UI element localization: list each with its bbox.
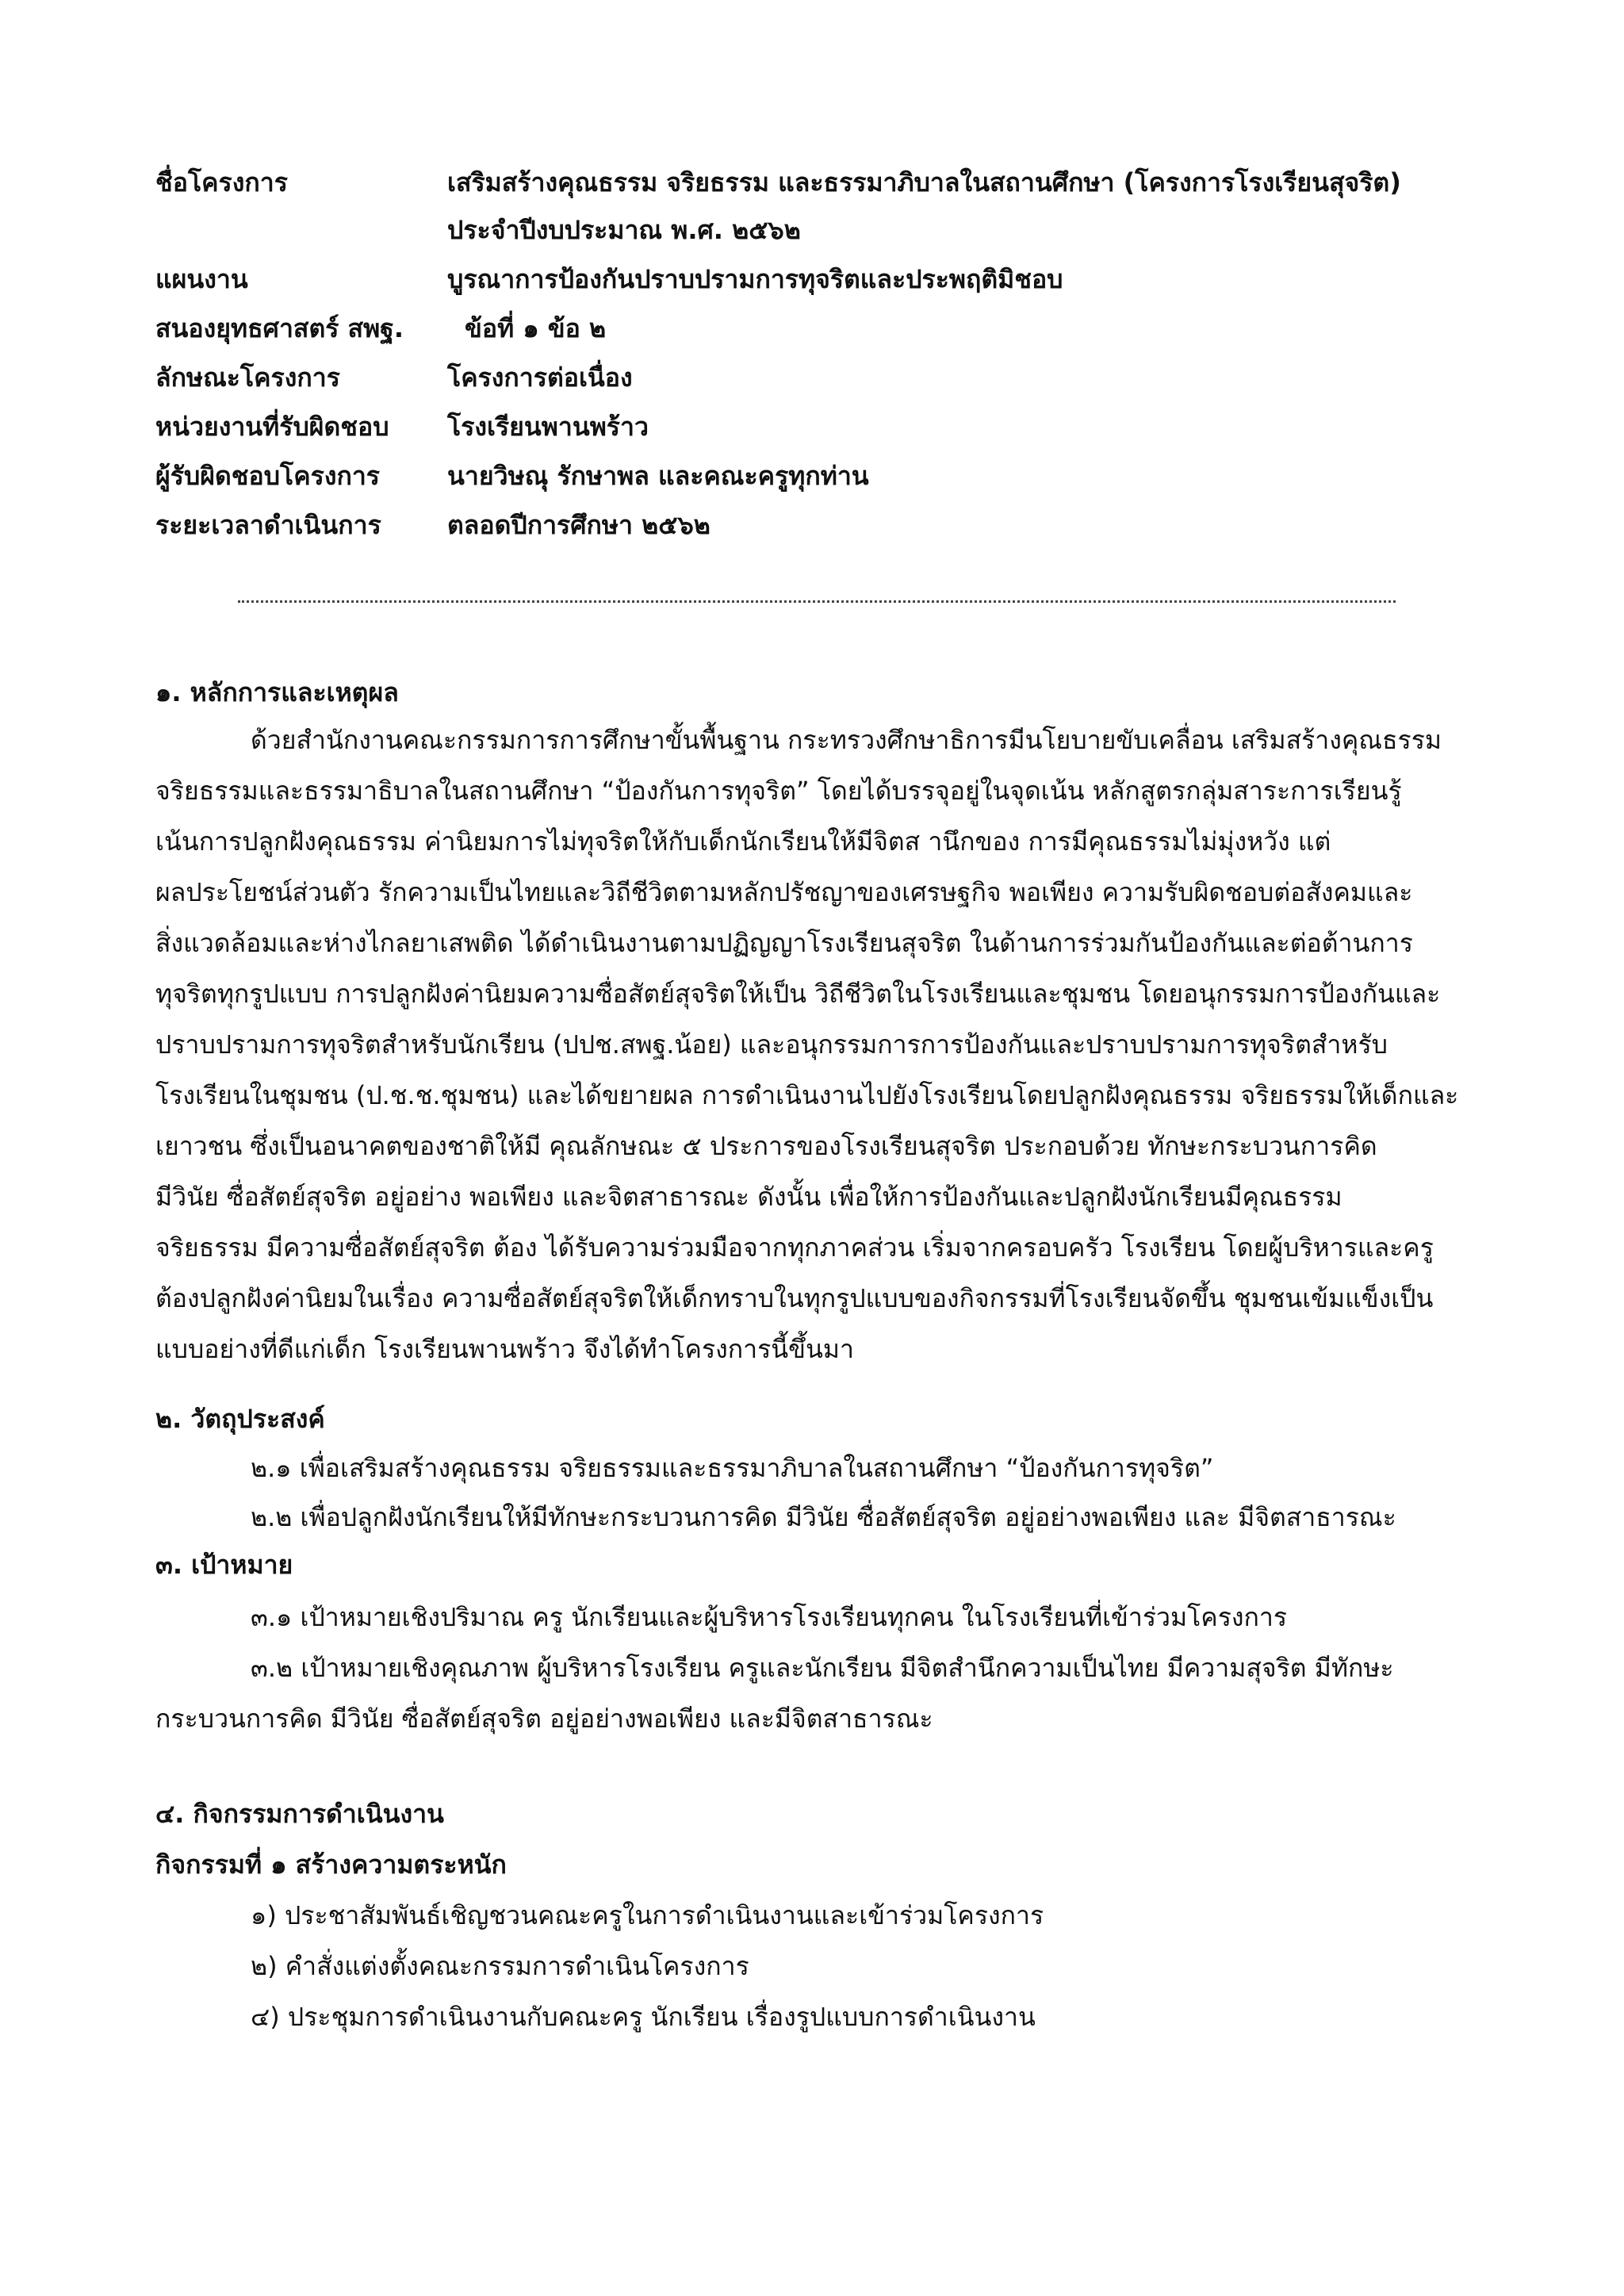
section-1-line: ต้องปลูกฝังค่านิยมในเรื่อง ความซื่อสัตย์สุจริตให้เด็กทราบในทุกรูปแบบของกิจกรรมที่โรงเรียนจัดขึ้น ชุมชนเข้มแข็งเป็น — [155, 1283, 1434, 1313]
target-item-1: ๓.๑ เป้าหมายเชิงปริมาณ ครู นักเรียนและผู้บริหารโรงเรียนทุกคน ในโรงเรียนที่เข้าร่วมโครงการ — [251, 1602, 1288, 1632]
project-header — [155, 159, 1503, 539]
section-1-line: แบบอย่างที่ดีแก่เด็ก โรงเรียนพานพร้าว จึงได้ทำโครงการนี้ขึ้นมา — [155, 1334, 854, 1364]
activity-step: ๒) คำสั่งแต่งตั้งคณะกรรมการดำเนินโครงการ — [251, 1951, 749, 1981]
responsible-unit-value: โรงเรียนพานพร้าว — [447, 412, 649, 442]
project-type-value: โครงการต่อเนื่อง — [447, 362, 633, 393]
activity-step: ๑) ประชาสัมพันธ์เชิญชวนคณะครูในการดำเนินงานและเข้าร่วมโครงการ — [251, 1900, 1044, 1930]
section-1-line: ทุจริตทุกรูปแบบ การปลูกฝังค่านิยมความซื่อสัตย์สุจริตให้เป็น วิถีชีวิตในโรงเรียนและชุมชน โดยอนุกรรมการป้องกันและ — [155, 979, 1441, 1009]
period-value: ตลอดปีการศึกษา ๒๕๖๒ — [447, 510, 710, 540]
responsible-unit-label: หน่วยงานที่รับผิดชอบ — [155, 412, 389, 442]
objective-item-1: ๒.๑ เพื่อเสริมสร้างคุณธรรม จริยธรรมและธรรมาภิบาลในสถานศึกษา “ป้องกันการทุจริต” — [251, 1453, 1214, 1483]
section-1-title: ๑. หลักการและเหตุผล — [155, 677, 399, 707]
objective-item-2: ๒.๒ เพื่อปลูกฝังนักเรียนให้มีทักษะกระบวนการคิด มีวินัย ซื่อสัตย์สุจริต อยู่อย่างพอเพียง และ มีจิตสาธารณะ — [251, 1502, 1396, 1532]
section-1-line: จริยธรรมและธรรมาธิบาลในสถานศึกษา “ป้องกันการทุจริต” โดยได้บรรจุอยู่ในจุดเน้น หลักสูตรกลุ่มสาระการเรียนรู้ — [155, 776, 1402, 806]
project-name-value: เสริมสร้างคุณธรรม จริยธรรม และธรรมาภิบาลในสถานศึกษา (โครงการโรงเรียนสุจริต) — [447, 167, 1401, 197]
project-type-label: ลักษณะโครงการ — [155, 362, 340, 393]
dotted-divider — [238, 600, 1396, 603]
section-1-line: มีวินัย ซื่อสัตย์สุจริต อยู่อย่าง พอเพียง และจิตสาธารณะ ดังนั้น เพื่อให้การป้องกันและปลูกฝังนักเรียนมีคุณธรรม — [155, 1182, 1342, 1212]
strategy-value: ข้อที่ ๑ ข้อ ๒ — [465, 313, 607, 343]
section-1-line: ผลประโยชน์ส่วนตัว รักความเป็นไทยและวิถีชีวิตตามหลักปรัชญาของเศรษฐกิจ พอเพียง ความรับผิดชอบต่อสังคมและ — [155, 877, 1413, 907]
period-label: ระยะเวลาดำเนินการ — [155, 510, 381, 540]
section-1-line: ด้วยสำนักงานคณะกรรมการการศึกษาขั้นพื้นฐาน กระทรวงศึกษาธิการมีนโยบายขับเคลื่อน เสริมสร้างคุณธรรม — [251, 725, 1442, 755]
section-3-title: ๓. เป้าหมาย — [155, 1550, 293, 1580]
activity-1-title: กิจกรรมที่ ๑ สร้างความตระหนัก — [155, 1849, 507, 1880]
plan-label: แผนงาน — [155, 264, 248, 294]
section-1-line: สิ่งแวดล้อมและห่างไกลยาเสพติด ได้ดำเนินงานตามปฏิญญาโรงเรียนสุจริต ในด้านการร่วมกันป้องกันและต่อต้านการ — [155, 928, 1413, 958]
section-2-title: ๒. วัตถุประสงค์ — [155, 1404, 325, 1434]
project-owner-label: ผู้รับผิดชอบโครงการ — [155, 461, 380, 491]
section-1-line: เยาวชน ซึ่งเป็นอนาคตของชาติให้มี คุณลักษณะ ๕ ประการของโรงเรียนสุจริต ประกอบด้วย ทักษะกระบวนการคิด — [155, 1131, 1377, 1161]
section-1-line: ปราบปรามการทุจริตสำหรับนักเรียน (ปปช.สพฐ.น้อย) และอนุกรรมการการป้องกันและปราบปรามการทุจริตสำหรับ — [155, 1029, 1388, 1060]
project-owner-value: นายวิษณุ รักษาพล และคณะครูทุกท่าน — [447, 461, 869, 491]
target-item-2-cont: กระบวนการคิด มีวินัย ซื่อสัตย์สุจริต อยู่อย่างพอเพียง และมีจิตสาธารณะ — [155, 1704, 933, 1734]
target-item-2: ๓.๒ เป้าหมายเชิงคุณภาพ ผู้บริหารโรงเรียน ครูและนักเรียน มีจิตสำนึกความเป็นไทย มีความสุจริต มีทักษะ — [251, 1653, 1394, 1683]
section-4-title: ๔. กิจกรรมการดำเนินงาน — [155, 1799, 444, 1829]
plan-value: บูรณาการป้องกันปราบปรามการทุจริตและประพฤติมิชอบ — [447, 264, 1063, 294]
section-1-line: โรงเรียนในชุมชน (ป.ช.ช.ชุมชน) และได้ขยายผล การดำเนินงานไปยังโรงเรียนโดยปลูกฝังคุณธรรม จริยธรรมให้เด็กและ — [155, 1080, 1459, 1110]
strategy-label: สนองยุทธศาสตร์ สพฐ. — [155, 313, 404, 343]
section-1-line: เน้นการปลูกฝังคุณธรรม ค่านิยมการไม่ทุจริตให้กับเด็กนักเรียนให้มีจิตส านึกของ การมีคุณธรรมไม่มุ่งหวัง แต่ — [155, 826, 1331, 857]
section-1-line: จริยธรรม มีความซื่อสัตย์สุจริต ต้อง ได้รับความร่วมมือจากทุกภาคส่วน เริ่มจากครอบครัว โรงเรียน โดยผู้บริหารและครู — [155, 1232, 1434, 1263]
project-year-value: ประจำปีงบประมาณ พ.ศ. ๒๕๖๒ — [447, 215, 801, 245]
project-name-label: ชื่อโครงการ — [155, 167, 288, 197]
activity-step: ๔) ประชุมการดำเนินงานกับคณะครู นักเรียน เรื่องรูปแบบการดำเนินงาน — [251, 2002, 1036, 2032]
